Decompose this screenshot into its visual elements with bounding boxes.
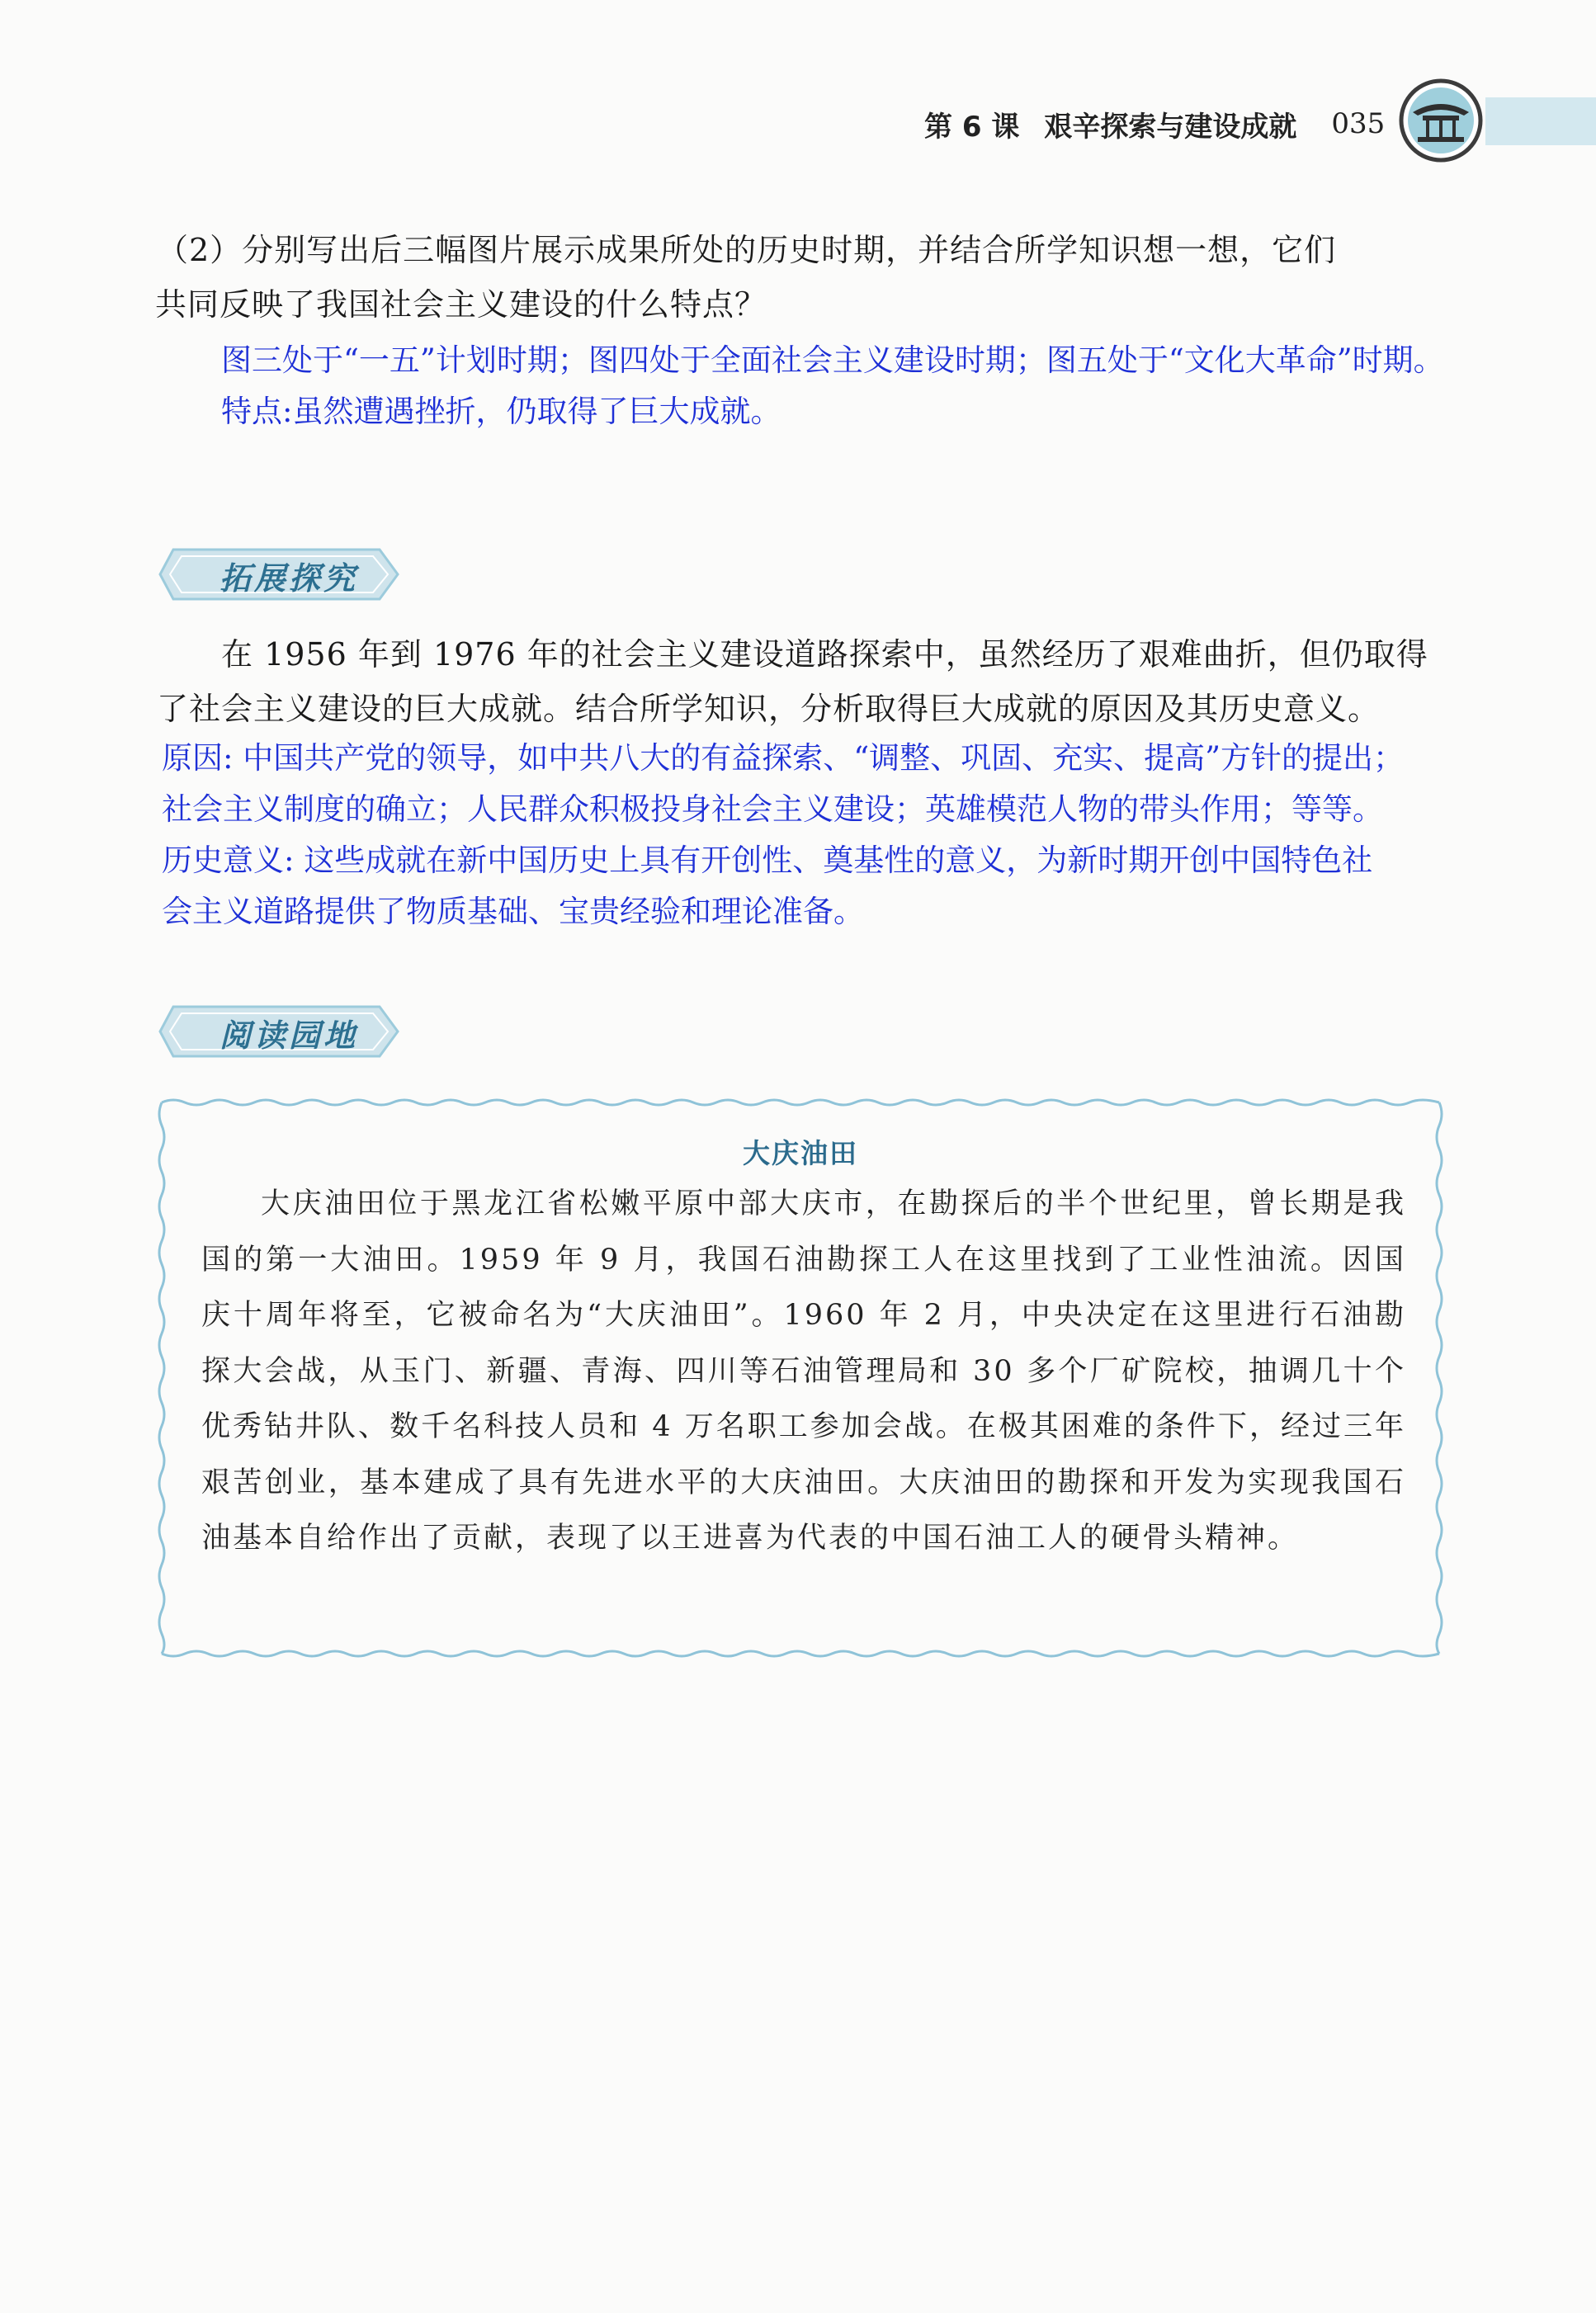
question-2-line1: （2）分别写出后三幅图片展示成果所处的历史时期，并结合所学知识想一想，它们: [157, 232, 1337, 268]
reading-title: 大庆油田: [743, 1137, 858, 1169]
explore-prompt-line1: 在 1956 年到 1976 年的社会主义建设道路探索中，虽然经历了艰难曲折，但仍取得: [221, 636, 1428, 673]
section-label-explore: 拓展探究: [219, 560, 358, 597]
explore-answer-line1: 原因: 中国共产党的领导，如中共八大的有益探索、“调整、巩固、充实、提高”方针的提出；: [162, 740, 1405, 776]
explore-answer-line3: 历史意义: 这些成就在新中国历史上具有开创性、奠基性的意义，为新时期开创中国特色社: [162, 843, 1373, 878]
reading-body: 大庆油田位于黑龙江省松嫩平原中部大庆市，在勘探后的半个世纪里，曾长期是我国的第一大油田。1959 年 9 月，我国石油勘探工人在这里找到了工业性油流。因国庆十周年将至，它被命名为“大庆油田”。1960 年 2 月，中央决定在这里进行石油勘探大会战，从玉门、新疆、青海、四川等石油管理局和 30 多个厂矿院校，抽调几十个优秀钻井队、数千名科技人员和 4 万名职工参加会战。在极其困难的条件下，经过三年艰苦创业，基本建成了具有先进水平的大庆油田。大庆油田的勘探和开发为实现我国石油基本自给作出了贡献，表现了以王进喜为代表的中国石油工人的硬骨头精神。: [201, 1187, 1406, 1555]
pavilion-emblem-icon: [1398, 78, 1484, 163]
lesson-number: 第 6 课: [924, 110, 1020, 144]
page-number: 035: [1331, 107, 1386, 140]
section-label-reading: 阅读园地: [219, 1017, 358, 1054]
explore-answer: [162, 733, 1581, 937]
explore-answer-line4: 会主义道路提供了物质基础、宝贵经验和理论准备。: [162, 894, 864, 929]
answer-2-line2: 特点:虽然遭遇挫折，仍取得了巨大成就。: [221, 394, 781, 429]
section-banner-reading: [157, 998, 404, 1064]
explore-prompt-line2: 了社会主义建设的巨大成就。结合所学知识，分析取得巨大成就的原因及其历史意义。: [157, 691, 1381, 727]
section-banner-explore: [157, 541, 404, 607]
question-2: [157, 223, 1444, 332]
lesson-title: 艰辛探索与建设成就: [1044, 110, 1297, 144]
header-color-band: [1485, 97, 1596, 145]
explore-answer-line2: 社会主义制度的确立；人民群众积极投身社会主义建设；英雄模范人物的带头作用；等等。: [162, 791, 1383, 827]
answer-2-line1: 图三处于“一五”计划时期；图四处于全面社会主义建设时期；图五处于“文化大革命”时期。: [221, 342, 1444, 378]
question-2-line2: 共同反映了我国社会主义建设的什么特点？: [155, 286, 767, 323]
answer-2: [221, 335, 1575, 437]
reading-box: [157, 1097, 1444, 1659]
explore-prompt: [157, 627, 1477, 736]
